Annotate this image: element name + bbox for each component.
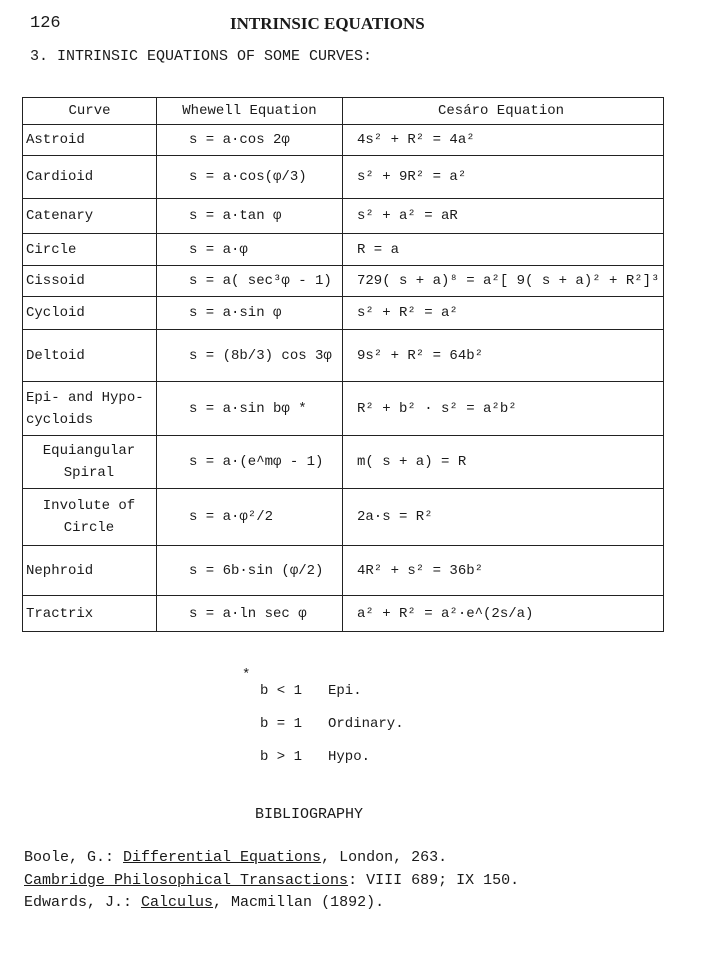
table-row [23, 596, 664, 632]
bibliography-entry [24, 894, 384, 911]
whewell-equation: s = (8b/3) cos 3φ [157, 330, 343, 382]
curve-name: Circle [23, 234, 157, 266]
footnote-label: Ordinary. [328, 716, 404, 732]
curve-name: Deltoid [23, 330, 157, 382]
section-title: 3. INTRINSIC EQUATIONS OF SOME CURVES: [30, 48, 373, 65]
cesaro-equation: R = a [343, 234, 664, 266]
table-row [23, 266, 664, 297]
curve-name: Nephroid [23, 546, 157, 596]
curve-name: Astroid [23, 125, 157, 156]
bib-author: Edwards, J.: [24, 894, 142, 911]
whewell-equation: s = a( sec³φ - 1) [157, 266, 343, 297]
cesaro-equation: a² + R² = a²·e^(2s/a) [343, 596, 664, 632]
cesaro-equation: R² + b² · s² = a²b² [343, 382, 664, 436]
footnote-condition: b = 1 [260, 716, 303, 732]
page-header-title: INTRINSIC EQUATIONS [230, 14, 425, 33]
page-number: 126 [30, 14, 61, 33]
bib-work-title: Cambridge Philosophical Transactions [24, 872, 349, 889]
column-header-whewell: Whewell Equation [157, 98, 343, 125]
cesaro-equation: s² + 9R² = a² [343, 156, 664, 199]
cesaro-equation: 9s² + R² = 64b² [343, 330, 664, 382]
table-row [23, 382, 664, 436]
footnote-marker: * [242, 667, 251, 683]
bib-details: , London, 263. [321, 849, 448, 866]
whewell-equation: s = a·φ²/2 [157, 489, 343, 546]
whewell-equation: s = a·tan φ [157, 199, 343, 234]
whewell-equation: s = a·φ [157, 234, 343, 266]
whewell-equation: s = a·sin φ [157, 297, 343, 330]
intrinsic-equations-table [22, 97, 664, 632]
column-header-curve: Curve [23, 98, 157, 125]
bib-work-title: Calculus [141, 894, 214, 911]
whewell-equation: s = a·cos(φ/3) [157, 156, 343, 199]
cesaro-equation: 729( s + a)⁸ = a²[ 9( s + a)² + R²]³ [343, 266, 664, 297]
table-row [23, 297, 664, 330]
bibliography-entry [24, 849, 447, 866]
curve-name: Equiangular Spiral [23, 436, 157, 489]
footnote-item [260, 683, 362, 699]
curve-name: Catenary [23, 199, 157, 234]
footnote-item [260, 749, 370, 765]
whewell-equation: s = a·cos 2φ [157, 125, 343, 156]
footnote-item [260, 716, 404, 732]
whewell-equation: s = 6b·sin (φ/2) [157, 546, 343, 596]
footnote-condition: b > 1 [260, 749, 303, 765]
table-row [23, 199, 664, 234]
curve-name: Cardioid [23, 156, 157, 199]
cesaro-equation: m( s + a) = R [343, 436, 664, 489]
cesaro-equation: 2a·s = R² [343, 489, 664, 546]
table-row [23, 330, 664, 382]
bib-details: , Macmillan (1892). [213, 894, 385, 911]
curve-name: Tractrix [23, 596, 157, 632]
whewell-equation: s = a·ln sec φ [157, 596, 343, 632]
cesaro-equation: s² + a² = aR [343, 199, 664, 234]
bibliography-entry [24, 872, 519, 889]
curve-name: Cissoid [23, 266, 157, 297]
column-header-cesaro: Cesáro Equation [343, 98, 664, 125]
whewell-equation: s = a·sin bφ * [157, 382, 343, 436]
cesaro-equation: 4R² + s² = 36b² [343, 546, 664, 596]
curve-name: Involute of Circle [23, 489, 157, 546]
curve-name: Epi- and Hypo-cycloids [23, 382, 157, 436]
table-row [23, 125, 664, 156]
bibliography-title: BIBLIOGRAPHY [255, 806, 364, 823]
table-row [23, 489, 664, 546]
cesaro-equation: s² + R² = a² [343, 297, 664, 330]
table-row [23, 436, 664, 489]
table-header-row [23, 98, 664, 125]
table-row [23, 234, 664, 266]
table-row [23, 546, 664, 596]
footnote-label: Hypo. [328, 749, 371, 765]
whewell-equation: s = a·(e^mφ - 1) [157, 436, 343, 489]
curve-name: Cycloid [23, 297, 157, 330]
cesaro-equation: 4s² + R² = 4a² [343, 125, 664, 156]
bib-details: : VIII 689; IX 150. [348, 872, 520, 889]
bib-author: Boole, G.: [24, 849, 124, 866]
bib-work-title: Differential Equations [123, 849, 322, 866]
table-row [23, 156, 664, 199]
footnote-label: Epi. [328, 683, 362, 699]
footnote-condition: b < 1 [260, 683, 303, 699]
